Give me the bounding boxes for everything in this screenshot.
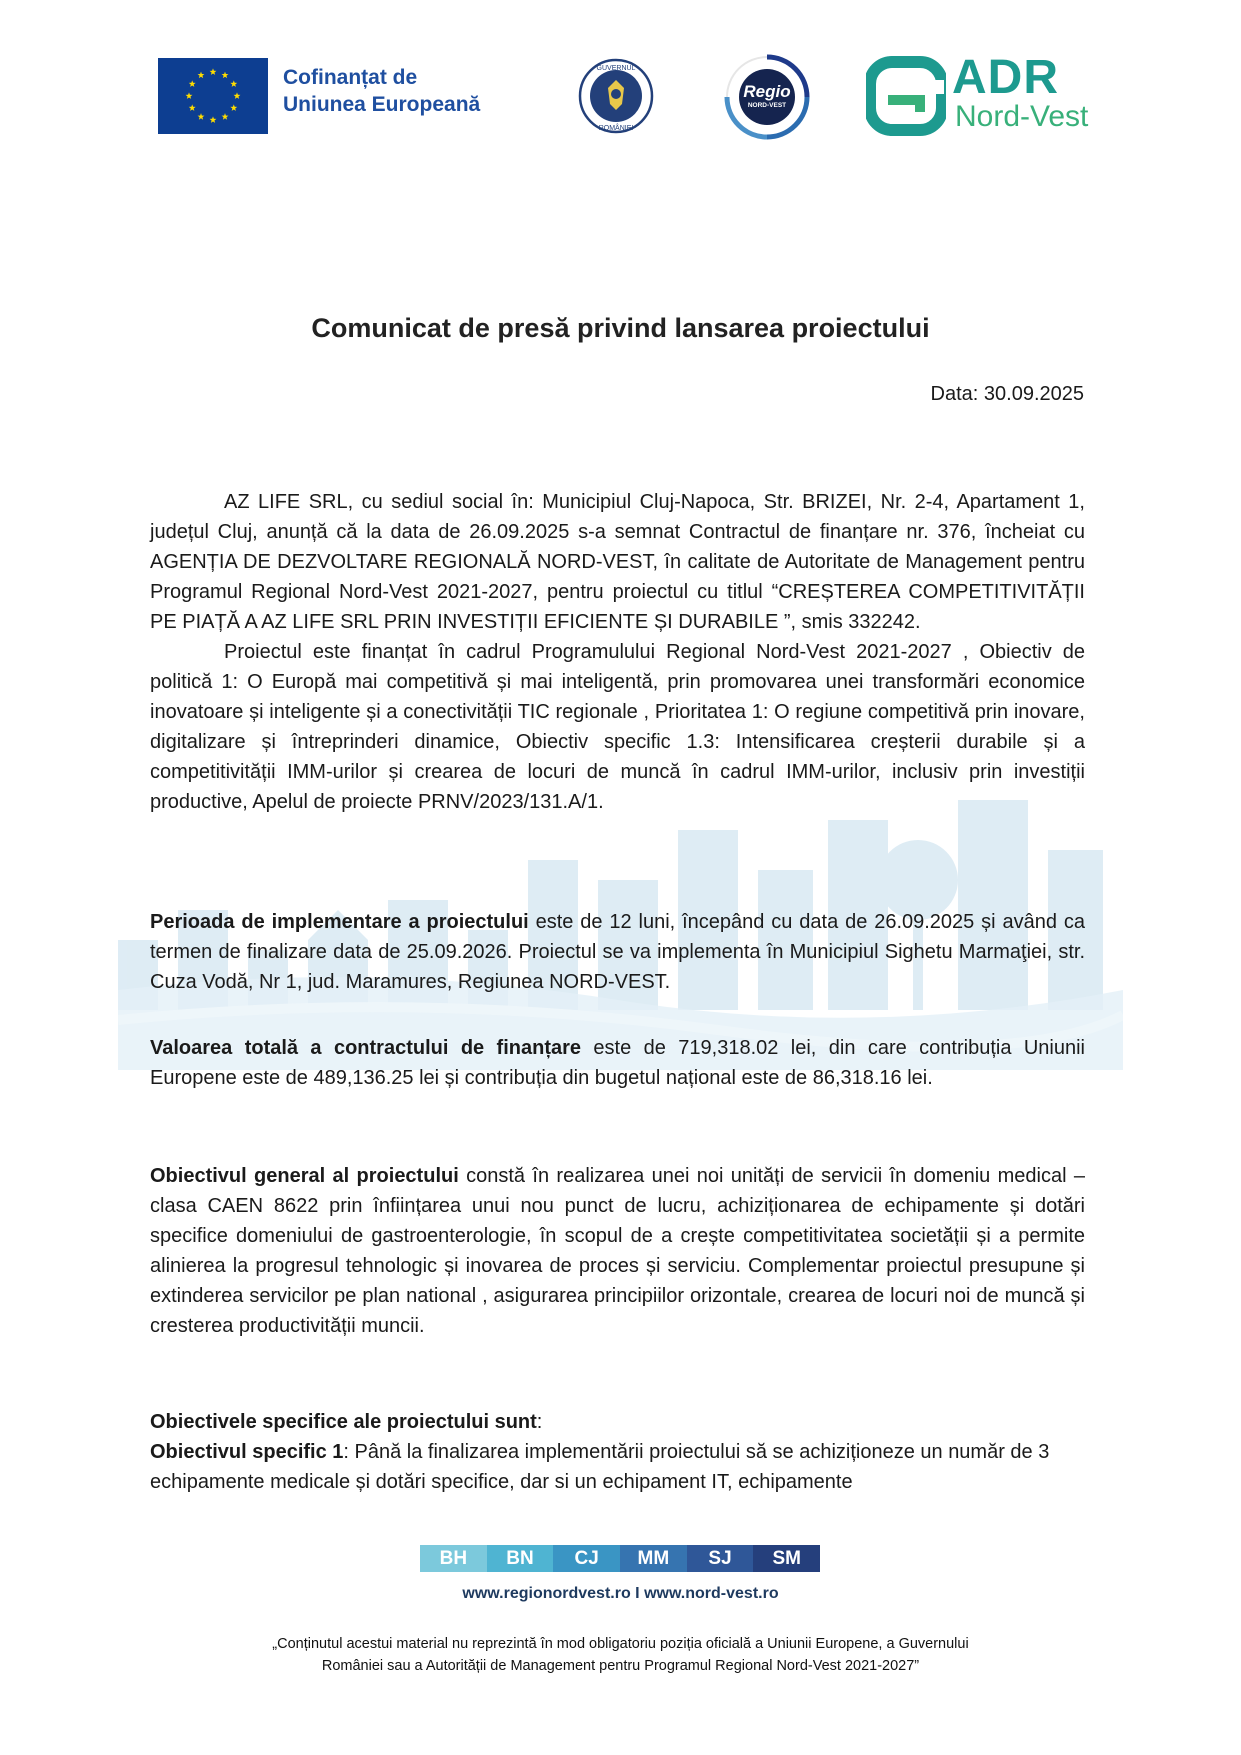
page-title: Comunicat de presă privind lansarea proiectului (311, 313, 930, 343)
adr-text: ADR (952, 51, 1059, 104)
specific-objective-1-heading: Obiectivul specific 1 (150, 1441, 344, 1463)
eu-star-icon (189, 104, 196, 111)
general-objective-heading: Obiectivul general al proiectului (150, 1165, 459, 1187)
paragraph-1: AZ LIFE SRL, cu sediul social în: Municipiul Cluj-Napoca, Str. BRIZEI, Nr. 2-4, Apartament 1, județul Cluj, anunță că la data de 26.09.2025 s-a semnat Contractul de finanțare nr. 376, încheiat cu AGENȚIA DE DEZVOLTARE REGIONALĂ NORD-VEST, în calitate de Autoritate de Management pentru Programul Regional Nord-Vest 2021-2027, pentru proiectul cu titlul “CREȘTEREA COMPETITIVITĂȚII PE PIAȚĂ A AZ LIFE SRL PRIN INVESTIȚII EFICIENTE ȘI DURABILE ”, smis 332242. (150, 491, 1085, 633)
eu-star-icon (222, 113, 229, 120)
footer-disclaimer (0, 1633, 1241, 1677)
eu-text-line2: Uniunea Europeană (283, 93, 481, 116)
disclaimer-line2: României sau a Autorității de Management pentru Programul Regional Nord-Vest 2021-2027” (321, 1658, 920, 1674)
adr-subtitle: Nord-Vest (955, 100, 1089, 133)
value-heading: Valoarea totală a contractului de finanțare (150, 1037, 582, 1059)
eu-star-icon (222, 72, 229, 79)
county-mm: MM (620, 1545, 687, 1572)
paragraph-intro (150, 487, 1085, 817)
eu-star-icon (234, 92, 241, 99)
eu-star-icon (230, 80, 237, 87)
disclaimer-line1: „Conținutul acestui material nu reprezintă în mod obligatoriu poziția oficială a Uniunii Europene, a Guvernului (272, 1636, 969, 1652)
county-cj: CJ (553, 1545, 620, 1572)
county-bn: BN (487, 1545, 554, 1572)
eu-star-icon (230, 104, 237, 111)
county-sm: SM (753, 1545, 820, 1572)
eu-star-icon (210, 68, 217, 75)
general-objective-text: constă în realizarea unei noi unități de servicii în domeniu medical –clasa CAEN 8622 prin înființarea unui nou punct de lucru, achiziționarea de echipamente și dotări specifice domeniului de gastroenterologie, în scopul de a crește competitivitatea societății și a permite alinierea la progresul tehnologic și inovarea de proces și serviciu. Complementar proiectul presupune și extinderea servicilor pe plan national , asigurarea principiilor orizontale, crearea de locuri noi de muncă și cresterea productivității muncii. (150, 1165, 1085, 1337)
implementation-text: este de 12 luni, începând cu data de 26.09.2025 și având ca termen de finalizare data de 25.09.2026. Proiectul se va implementa în Municipiul Sighetu Marmaţiei, str. Cuza Vodă, Nr 1, jud. Maramures, Regiunea NORD-VEST. (150, 911, 1085, 993)
specific-objectives-heading: Obiectivele specifice ale proiectului sunt (150, 1411, 537, 1433)
eu-flag-icon (158, 58, 268, 134)
paragraph-specific-objectives (150, 1407, 1085, 1497)
romanian-government-seal-icon (578, 58, 654, 134)
county-bh: BH (420, 1545, 487, 1572)
value-text: este de 719,318.02 lei, din care contribuția Uniunii Europene este de 489,136.25 lei și contribuția din bugetul național este de 86,318.16 lei. (150, 1037, 1085, 1089)
footer-websites: www.regionordvest.ro I www.nord-vest.ro (462, 1585, 779, 1602)
eu-star-icon (189, 80, 196, 87)
eu-star-icon (210, 116, 217, 123)
svg-text:GUVERNUL: GUVERNUL (596, 65, 636, 72)
eu-text-line1: Cofinanțat de (283, 66, 418, 89)
regio-sub: NORD-VEST (747, 102, 787, 109)
regio-label: Regio (743, 82, 791, 101)
county-sj: SJ (687, 1545, 754, 1572)
paragraph-general-objective (150, 1161, 1085, 1341)
paragraph-value (150, 1033, 1085, 1093)
regio-logo (724, 54, 810, 140)
adr-logo-icon (866, 56, 946, 136)
eu-cofinance-label (283, 64, 480, 118)
document-date: Data: 30.09.2025 (930, 383, 1084, 405)
specific-objectives-colon: : (536, 1411, 543, 1433)
implementation-heading: Perioada de implementare a proiectului (150, 911, 529, 933)
eu-star-icon (198, 113, 205, 120)
specific-objective-1-text: : Până la finalizarea implementării proiectului să se achiziționeze un număr de 3 echipamente medicale și dotări specifice, dar si un echipament IT, echipamente (150, 1441, 1050, 1493)
svg-text:ROMÂNIEI: ROMÂNIEI (598, 125, 634, 132)
county-bar (420, 1545, 820, 1572)
eu-star-icon (186, 92, 193, 99)
eu-star-icon (198, 72, 205, 79)
paragraph-implementation (150, 907, 1085, 997)
paragraph-2: Proiectul este finanțat în cadrul Programulului Regional Nord-Vest 2021-2027 , Obiectiv de politică 1: O Europă mai competitivă și mai inteligentă, prin promovarea unei transformări economice inovatoare și inteligente și a conectivității TIC regionale , Prioritatea 1: O regiune competitivă prin inovare, digitalizare și întreprinderi dinamice, Obiectiv specific 1.3: Intensificarea creșterii durabile și a competitivității IMM-urilor și crearea de locuri de muncă în cadrul IMM-urilor, inclusiv prin investiții productive, Apelul de proiecte PRNV/2023/131.A/1. (150, 641, 1085, 813)
header-logos (0, 51, 1241, 144)
